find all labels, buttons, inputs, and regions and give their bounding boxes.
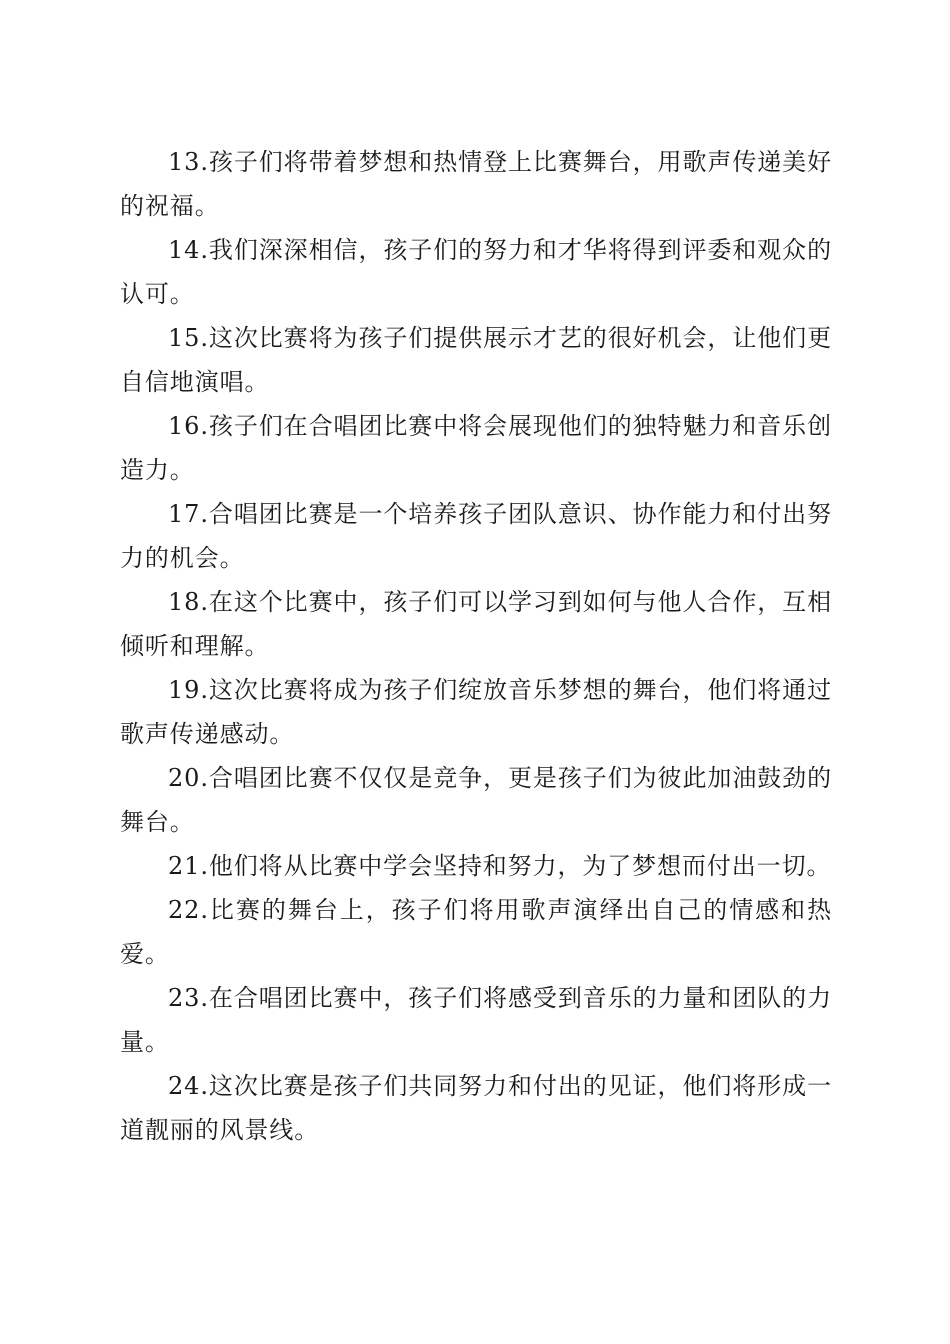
list-item: 13.孩子们将带着梦想和热情登上比赛舞台，用歌声传递美好的祝福。 xyxy=(120,148,832,220)
list-item: 19.这次比赛将成为孩子们绽放音乐梦想的舞台，他们将通过歌声传递感动。 xyxy=(120,676,832,748)
list-item: 17.合唱团比赛是一个培养孩子团队意识、协作能力和付出努力的机会。 xyxy=(120,500,832,572)
list-item: 24.这次比赛是孩子们共同努力和付出的见证，他们将形成一道靓丽的风景线。 xyxy=(120,1072,832,1144)
list-item: 23.在合唱团比赛中，孩子们将感受到音乐的力量和团队的力量。 xyxy=(120,984,832,1056)
list-item: 20.合唱团比赛不仅仅是竞争，更是孩子们为彼此加油鼓劲的舞台。 xyxy=(120,764,832,836)
list-item: 22.比赛的舞台上，孩子们将用歌声演绎出自己的情感和热爱。 xyxy=(120,896,832,968)
list-item: 18.在这个比赛中，孩子们可以学习到如何与他人合作，互相倾听和理解。 xyxy=(120,588,832,660)
list-item: 15.这次比赛将为孩子们提供展示才艺的很好机会，让他们更自信地演唱。 xyxy=(120,324,832,396)
list-item: 16.孩子们在合唱团比赛中将会展现他们的独特魅力和音乐创造力。 xyxy=(120,412,832,484)
list-item: 21.他们将从比赛中学会坚持和努力，为了梦想而付出一切。 xyxy=(168,852,832,880)
document-body xyxy=(120,140,832,1152)
list-item: 14.我们深深相信，孩子们的努力和才华将得到评委和观众的认可。 xyxy=(120,236,832,308)
